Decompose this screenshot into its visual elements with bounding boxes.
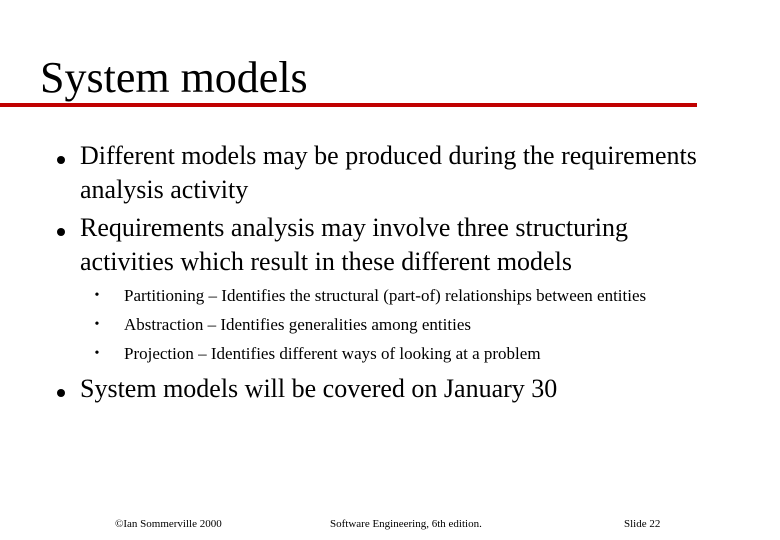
footer-slide-number: Slide 22 — [624, 518, 661, 530]
sub-bullet-text: Partitioning – Identifies the structural (part-of) relationships between entities — [124, 286, 647, 305]
sub-bullet-dot-icon: • — [94, 317, 100, 332]
footer-copyright: ©Ian Sommerville 2000 — [115, 518, 222, 530]
title-underline — [0, 103, 697, 107]
bullet-text: Different models may be produced during the requirements analysis activity — [80, 141, 697, 204]
sub-bullet-text: Projection – Identifies different ways of looking at a problem — [124, 344, 541, 363]
bullet-text: System models will be covered on January 30 — [80, 374, 558, 403]
bullet-dot-icon — [57, 228, 65, 236]
bullet-dot-icon — [57, 389, 65, 397]
sub-bullet-dot-icon: • — [94, 346, 100, 361]
bullet-dot-icon — [57, 156, 65, 164]
footer-book-title: Software Engineering, 6th edition. — [330, 518, 482, 530]
slide-title: System models — [40, 53, 308, 102]
bullet-text: Requirements analysis may involve three structuring activities which result in these different models — [80, 213, 629, 276]
sub-bullet-dot-icon: • — [94, 288, 100, 303]
sub-bullet-text: Abstraction – Identifies generalities among entities — [124, 315, 471, 334]
